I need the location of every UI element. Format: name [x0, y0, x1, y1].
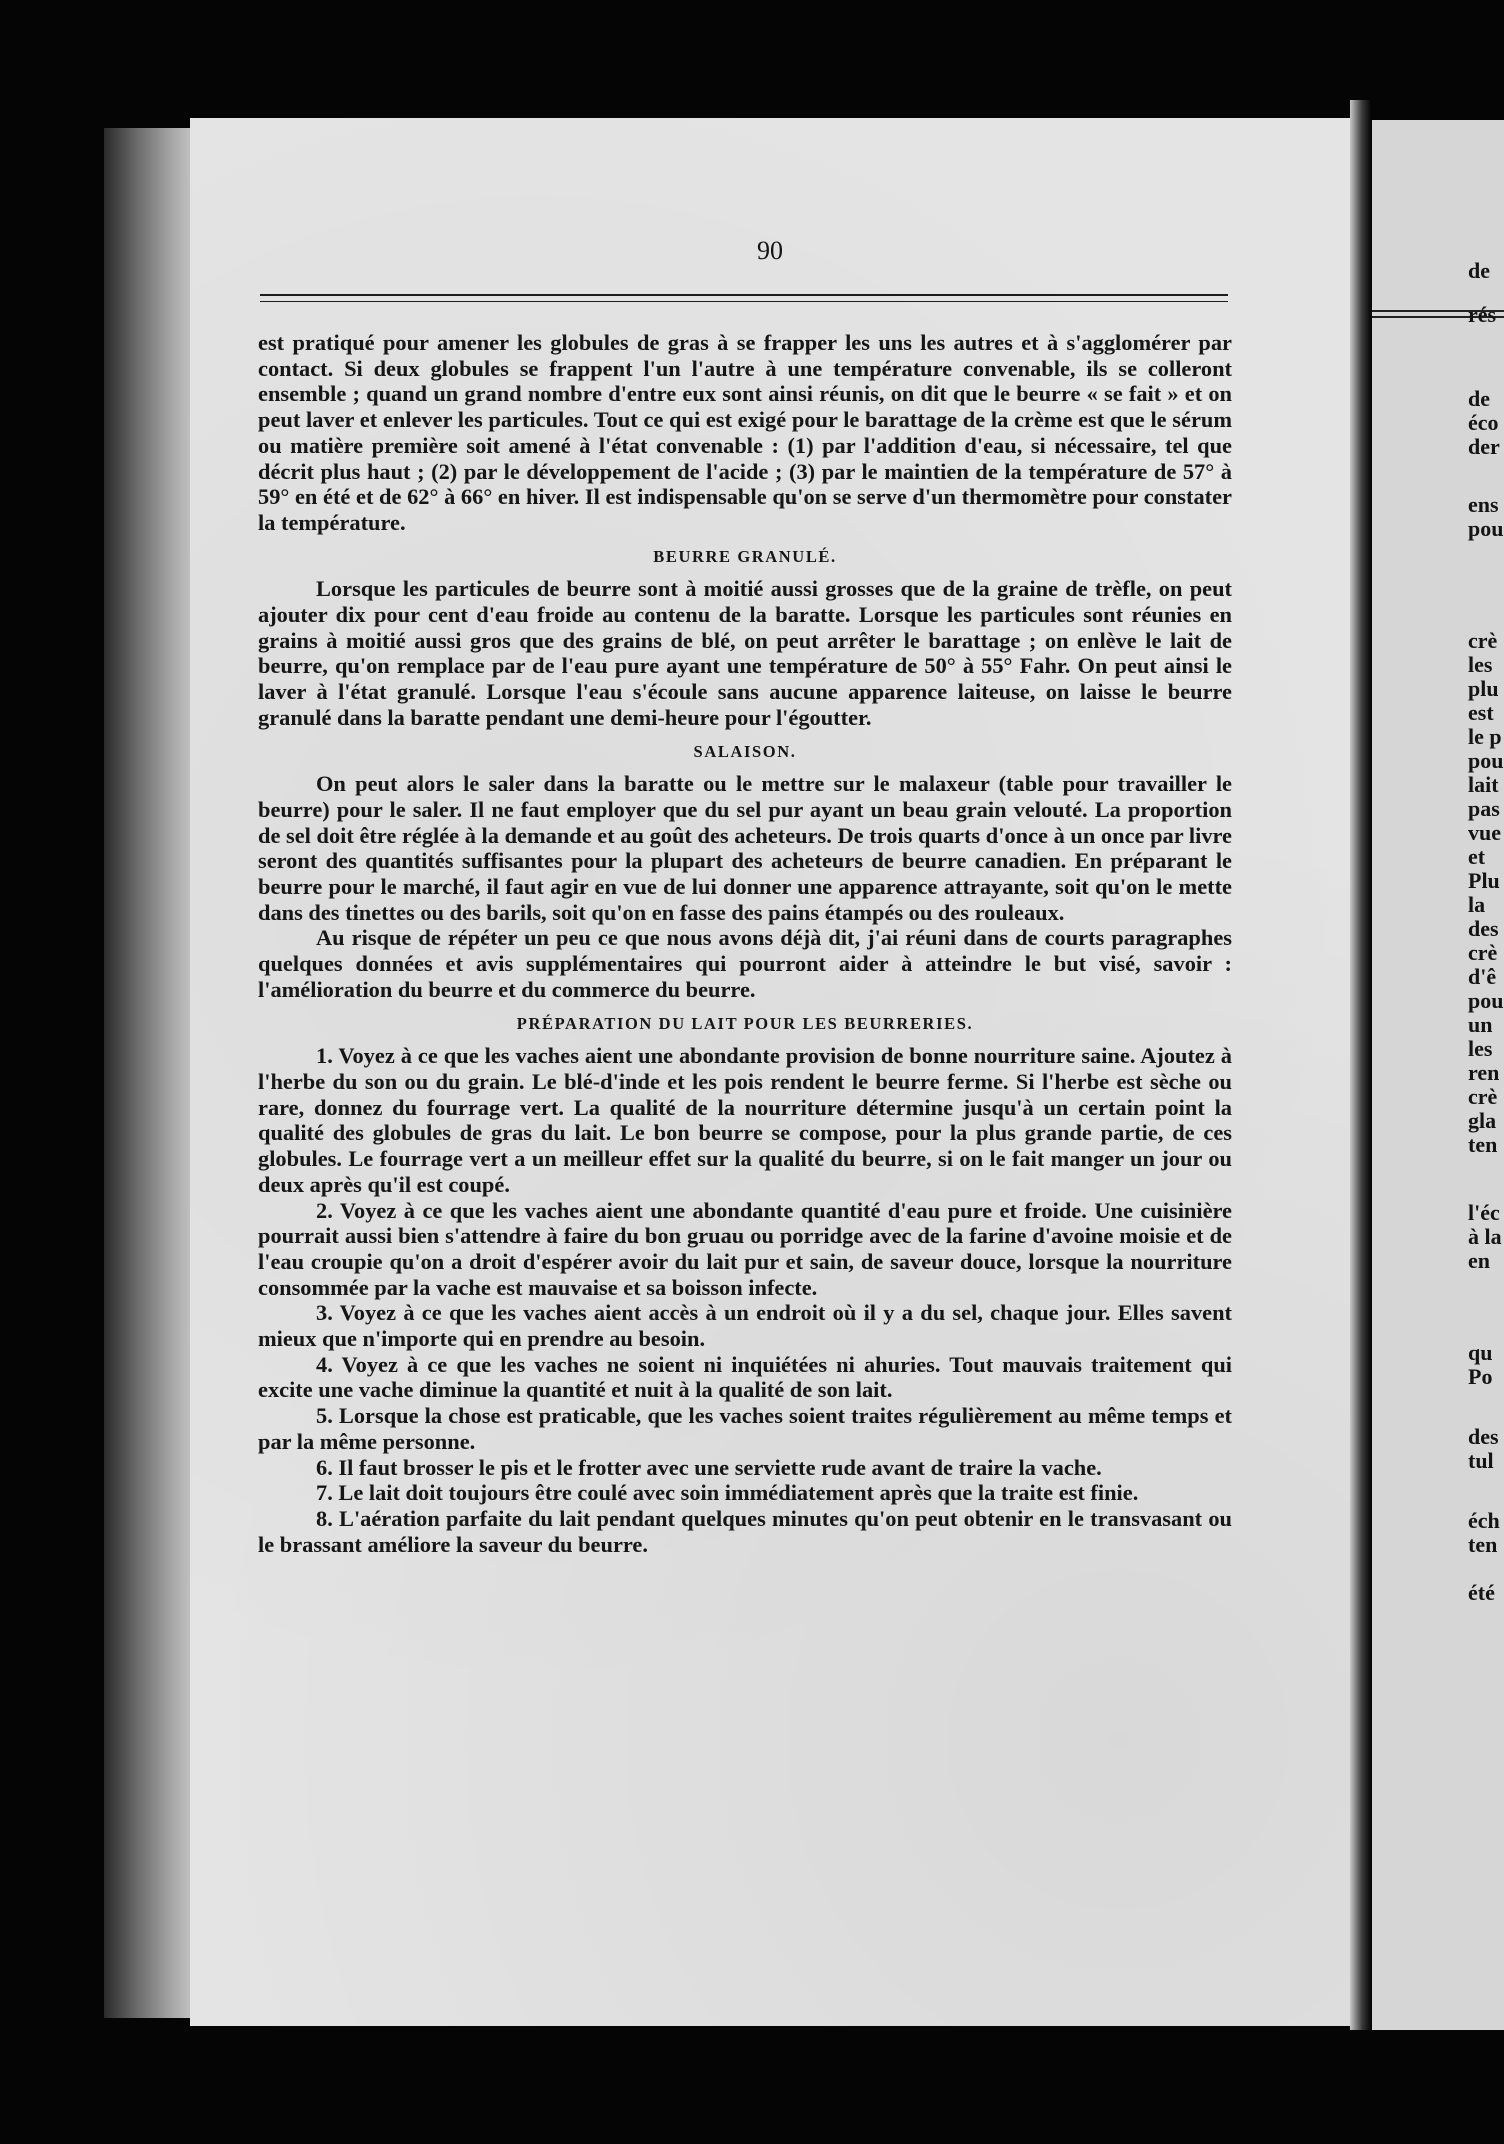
- adjacent-page-text-fragment: est: [1468, 700, 1494, 725]
- adjacent-page-edge: [1372, 120, 1504, 2030]
- adjacent-page-text-fragment: pou: [1468, 748, 1504, 773]
- adjacent-page-text-fragment: à la: [1468, 1224, 1502, 1249]
- adjacent-page-text-fragment: ten: [1468, 1532, 1498, 1557]
- adjacent-page-text-fragment: la: [1468, 892, 1486, 917]
- adjacent-page-text-fragment: Plu: [1468, 868, 1500, 893]
- adjacent-page-text-fragment: gla: [1468, 1108, 1497, 1133]
- adjacent-page-text-fragment: vue: [1468, 820, 1501, 845]
- section-heading: SALAISON.: [693, 741, 797, 761]
- paragraph: 1. Voyez à ce que les vaches aient une abondante provision de bonne nourriture saine. Ajoutez à l'herbe du son ou du grain. Le blé-d'inde et les pois rendent le beurre ferme. Si l'herbe est sèche ou rare, donnez du fourrage vert. La qualité de la nourriture détermine jusqu'à un certain point la qualité des globules de gras du lait. Le bon beurre se compose, pour la plus grande partie, de ces globules. Le fourrage vert a un meilleur effet sur la qualité du beurre, si on le fait manger un jour ou deux après qu'il est coupé.: [258, 1043, 1232, 1197]
- paragraph: 7. Le lait doit toujours être coulé avec soin immédiatement après que la traite est finie.: [316, 1480, 1139, 1506]
- adjacent-page-text-fragment: l'éc: [1468, 1200, 1500, 1225]
- adjacent-page-text-fragment: des: [1468, 1424, 1499, 1449]
- adjacent-page-text-fragment: le p: [1468, 724, 1502, 749]
- book-page: [190, 118, 1350, 2026]
- adjacent-page-text-fragment: Po: [1468, 1364, 1493, 1389]
- paragraph: 3. Voyez à ce que les vaches aient accès à un endroit où il y a du sel, chaque jour. Elles savent mieux que n'importe qui en prendre au besoin.: [258, 1300, 1232, 1352]
- adjacent-page-text-fragment: de: [1468, 386, 1490, 411]
- adjacent-page-text-fragment: éco: [1468, 410, 1499, 435]
- paragraph: 8. L'aération parfaite du lait pendant quelques minutes qu'on peut obtenir en le transvasant ou le brassant améliore la saveur du beurre.: [258, 1505, 1232, 1557]
- paragraph: Lorsque les particules de beurre sont à moitié aussi grosses que de la graine de trèfle, on peut ajouter dix pour cent d'eau froide au contenu de la baratte. Lorsque les particules sont réunies en grains à moitié aussi gros que des grains de blé, on peut arrêter le barattage ; on enlève le lait de beurre, qu'on remplace par de l'eau pure ayant une température de 50° à 55° Fahr. On peut ainsi le laver à l'état granulé. Lorsque l'eau s'écoule sans aucune apparence laiteuse, on laisse le beurre granulé dans la baratte pendant une demi-heure pour l'égoutter.: [258, 576, 1232, 730]
- adjacent-page-text-fragment: crè: [1468, 628, 1498, 653]
- adjacent-page-text-fragment: crè: [1468, 1084, 1498, 1109]
- section-heading: PRÉPARATION DU LAIT POUR LES BEURRERIES.: [516, 1013, 974, 1033]
- adjacent-page-text-fragment: pas: [1468, 796, 1500, 821]
- adjacent-page-text-fragment: éch: [1468, 1508, 1500, 1533]
- paragraph: 6. Il faut brosser le pis et le frotter avec une serviette rude avant de traire la vache.: [316, 1454, 1102, 1480]
- adjacent-page-text-fragment: lait: [1468, 772, 1499, 797]
- adjacent-page-text-fragment: rés: [1468, 302, 1497, 327]
- header-rule: [260, 294, 1228, 302]
- paragraph: est pratiqué pour amener les globules de gras à se frapper les uns les autres et à s'agglomérer par contact. Si deux globules se frappent l'un l'autre à une température convenable, ils se colleront ensemble ; quand un grand nombre d'entre eux sont ainsi réunis, on dit que le beurre « se fait » et on peut laver et enlever les particules. Tout ce qui est exigé pour le barattage de la crème est que le sérum ou matière première soit amené à l'état convenable : (1) par l'addition d'eau, si nécessaire, tel que décrit plus haut ; (2) par le développement de l'acide ; (3) par le maintien de la température de 57° à 59° en été et de 62° à 66° en hiver. Il est indispensable qu'on se serve d'un thermomètre pour constater la température.: [258, 330, 1232, 535]
- paragraph: Au risque de répéter un peu ce que nous avons déjà dit, j'ai réuni dans de courts paragraphes quelques données et avis supplémentaires qui pourront aider à atteindre le but visé, savoir : l'amélioration du beurre et du commerce du beurre.: [258, 925, 1232, 1002]
- paragraph: 2. Voyez à ce que les vaches aient une abondante quantité d'eau pure et froide. Une cuisinière pourrait aussi bien s'attendre à faire du bon gruau ou porridge avec de la farine d'avoine moisie et de l'eau croupie qu'on a droit d'espérer avoir du lait pur et sain, de saveur douce, lorsque la nourriture consommée par la vache est mauvaise et sa boisson infecte.: [258, 1197, 1232, 1300]
- adjacent-page-text-fragment: tul: [1468, 1448, 1494, 1473]
- paragraph: 5. Lorsque la chose est praticable, que les vaches soient traites régulièrement au même temps et par la même personne.: [258, 1403, 1232, 1454]
- adjacent-page-text-fragment: der: [1468, 434, 1500, 459]
- adjacent-page-text-fragment: pou: [1468, 516, 1504, 541]
- adjacent-page-text-fragment: ten: [1468, 1132, 1498, 1157]
- adjacent-page-text-fragment: les: [1468, 652, 1493, 677]
- adjacent-page-text-fragment: d'ê: [1468, 964, 1497, 989]
- paragraph: 4. Voyez à ce que les vaches ne soient ni inquiétées ni ahuries. Tout mauvais traitement qui excite une vache diminue la quantité et nuit à la qualité de son lait.: [258, 1351, 1232, 1403]
- adjacent-page-text-fragment: ens: [1468, 492, 1499, 517]
- book-binding-edge: [104, 128, 202, 2018]
- page-gutter: [1350, 100, 1372, 2030]
- adjacent-page-text-fragment: ren: [1468, 1060, 1500, 1085]
- section-heading: BEURRE GRANULÉ.: [653, 546, 837, 566]
- paragraph: On peut alors le saler dans la baratte ou le mettre sur le malaxeur (table pour travailler le beurre) pour le saler. Il ne faut employer que du sel pur ayant un beau grain velouté. La proportion de sel doit être réglée à la demande et au goût des acheteurs. De trois quarts d'once à un once par livre seront des quantités suffisantes pour la plupart des acheteurs de beurre canadien. En préparant le beurre pour le marché, il faut agir en vue de lui donner une apparence attrayante, soit qu'on le mette dans des tinettes ou des barils, soit qu'on en fasse des pains étampés ou des rouleaux.: [258, 771, 1232, 925]
- adjacent-page-text-fragment: crè: [1468, 940, 1498, 965]
- adjacent-page-text-fragment: les: [1468, 1036, 1493, 1061]
- page-number: 90: [757, 236, 783, 265]
- adjacent-page-text-fragment: en: [1468, 1248, 1490, 1273]
- adjacent-page-text-fragment: des: [1468, 916, 1499, 941]
- adjacent-page-text-fragment: de: [1468, 258, 1490, 283]
- adjacent-page-text-fragment: pou: [1468, 988, 1504, 1013]
- adjacent-page-text-fragment: qu: [1468, 1340, 1493, 1365]
- adjacent-page-text-fragment: été: [1468, 1580, 1495, 1605]
- adjacent-page-text-fragment: et: [1468, 844, 1486, 869]
- page-body: [258, 330, 1232, 1557]
- adjacent-page-text-fragment: plu: [1468, 676, 1499, 701]
- adjacent-page-text-fragment: un: [1468, 1012, 1493, 1037]
